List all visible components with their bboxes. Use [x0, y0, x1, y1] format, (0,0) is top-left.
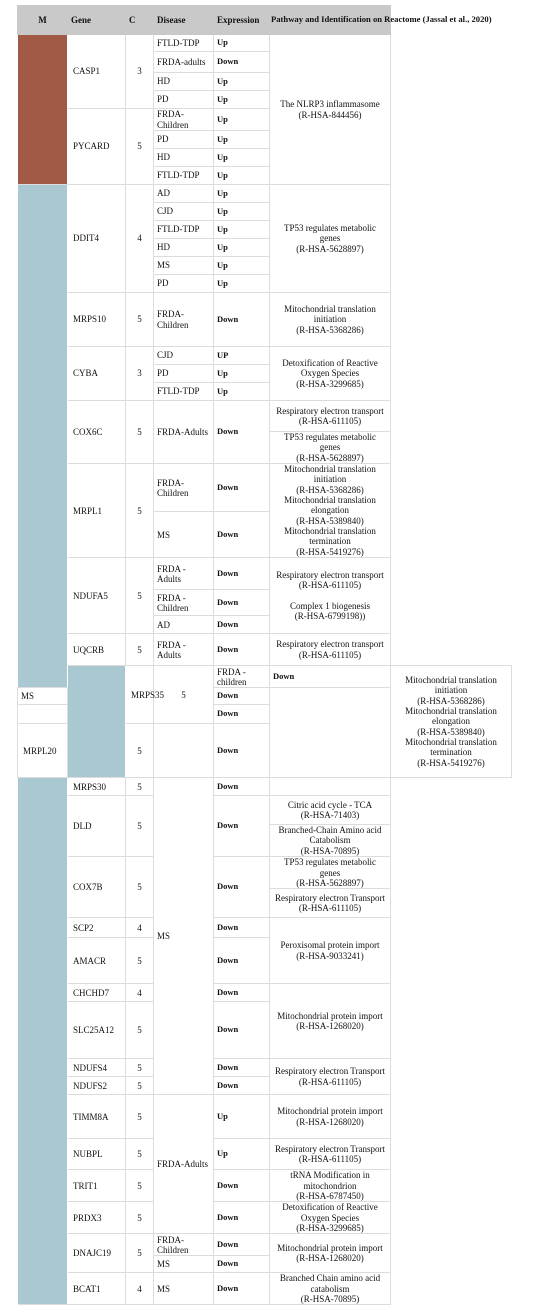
table-row: [18, 1095, 512, 1139]
gene-cell: MRPL20: [18, 724, 68, 778]
pathway-id: (R-HSA-611105): [298, 1076, 362, 1087]
disease-cell: MS: [154, 512, 214, 558]
table-row: [18, 634, 512, 666]
disease-cell: CJD: [154, 203, 214, 221]
gene-cell: NUBPL: [68, 1139, 126, 1170]
c-cell: 5: [126, 558, 154, 634]
pathway-cell: [270, 634, 391, 666]
pathway-id: (R-HSA-70895): [300, 1293, 360, 1304]
c-cell: 5: [126, 938, 154, 984]
pathway-name: Detoxification of Reactive Oxygen Species: [282, 357, 378, 379]
pathway-name: Mitochondrial translation elongation: [405, 706, 497, 727]
gene-cell: MRPS35: [126, 666, 154, 724]
disease-cell: FTLD-TDP: [154, 383, 214, 401]
c-cell: 5: [126, 1095, 154, 1139]
expression-cell: Down: [214, 52, 270, 73]
pathway-name: Respiratory electron Transport: [275, 892, 385, 903]
pathway-id: (R-HSA-3299685): [296, 378, 364, 389]
disease-cell: HD: [154, 149, 214, 167]
module-blue-band: [68, 666, 126, 778]
pathway-id: (R-HSA-611105): [298, 416, 362, 426]
expression-cell: Down: [214, 984, 270, 1002]
expression-cell: Up: [214, 131, 270, 149]
pathway-name: TP53 regulates metabolic genes: [284, 432, 376, 453]
gene-cell: DDIT4: [68, 185, 126, 293]
gene-cell: NDUFA5: [68, 558, 126, 634]
expression-cell: Down: [214, 724, 270, 778]
gene-cell: CYBA: [68, 347, 126, 401]
pathway-name: Respiratory electron transport: [276, 405, 384, 416]
expression-cell: Down: [214, 688, 270, 705]
gene-cell: UQCRB: [68, 634, 126, 666]
gene-cell: DNAJC19: [68, 1234, 126, 1273]
pathway-cell: [270, 432, 391, 464]
gene-cell: CASP1: [68, 35, 126, 109]
expression-cell: Down: [214, 857, 270, 918]
pathway-cell: [270, 558, 391, 634]
pathway-cell: [391, 666, 512, 778]
pathway-id: (R-HSA-611105): [298, 649, 362, 660]
header-pathway: Pathway and Identification on Reactome (Jassal et al., 2020): [270, 6, 391, 35]
pathway-id: (R-HSA-611105): [298, 903, 362, 914]
expression-cell: Up: [214, 365, 270, 383]
header-m: M: [18, 6, 68, 35]
gene-cell: SCP2: [68, 918, 126, 938]
pathway-id: (R-HSA-9033241): [296, 950, 364, 961]
disease-cell: PD: [154, 91, 214, 109]
expression-cell: Down: [214, 778, 270, 796]
expression-cell: Up: [214, 221, 270, 239]
disease-cell: PD: [154, 131, 214, 149]
c-cell: 5: [126, 1139, 154, 1170]
disease-cell: FRDA-Children: [154, 293, 214, 347]
pathway-id: (R-HSA-5419276): [417, 757, 485, 768]
pathway-cell: [270, 1139, 391, 1170]
expression-cell: UP: [214, 347, 270, 365]
pathway-name: Respiratory electron transport: [276, 569, 384, 580]
gene-cell: COX6C: [68, 401, 126, 464]
pathway-id: (R-HSA-5368286): [296, 484, 364, 495]
pathway-name: Mitochondrial translation initiation: [284, 464, 376, 485]
table-row: [18, 1202, 512, 1234]
disease-cell: MS: [154, 778, 214, 1095]
pathway-name: Citric acid cycle - TCA: [287, 799, 373, 810]
c-cell: 5: [126, 1059, 154, 1077]
table-row: [18, 293, 512, 347]
c-cell: 4: [126, 984, 154, 1002]
disease-cell: FRDA - Adults: [154, 634, 214, 666]
c-cell: 3: [126, 35, 154, 109]
gene-cell: AMACR: [68, 938, 126, 984]
table-row: [18, 918, 512, 938]
disease-cell: FRDA-Children: [154, 1234, 214, 1256]
expression-cell: Up: [214, 167, 270, 185]
table-row: [18, 1273, 512, 1305]
gene-cell: COX7B: [68, 857, 126, 918]
pathway-id: (R-HSA-611105): [298, 1154, 362, 1165]
pathway-cell: [270, 1234, 391, 1273]
c-cell: 5: [126, 1077, 154, 1095]
pathway-id: (R-HSA-6799198)): [294, 611, 366, 622]
c-cell: 5: [126, 778, 154, 796]
expression-cell: Down: [214, 918, 270, 938]
c-cell: 5: [126, 1234, 154, 1273]
disease-cell: PD: [154, 275, 214, 293]
pathway-cell: [270, 796, 391, 825]
expression-cell: Up: [214, 1139, 270, 1170]
pathway-id: (R-HSA-71403): [300, 810, 360, 821]
pathway-name: tRNA Modification in mitochondrion: [290, 1170, 370, 1191]
c-cell: 5: [126, 1002, 154, 1059]
pathway-name: Mitochondrial translation initiation: [284, 303, 376, 325]
pathway-id: (R-HSA-1268020): [296, 1021, 364, 1032]
pathway-cell: [270, 857, 391, 889]
expression-cell: Down: [214, 796, 270, 857]
c-cell: 5: [126, 796, 154, 857]
pathway-name: Respiratory electron Transport: [275, 1143, 385, 1154]
expression-cell: Down: [214, 1202, 270, 1234]
gene-cell: TRIT1: [68, 1170, 126, 1202]
pathway-cell: [270, 918, 391, 984]
disease-cell: FRDA-Children: [154, 109, 214, 131]
c-cell: 3: [126, 347, 154, 401]
table-row: [18, 1002, 512, 1059]
pathway-cell: [270, 1202, 391, 1234]
pathway-name: Detoxification of Reactive Oxygen Species: [282, 1202, 378, 1223]
expression-cell: Down: [214, 705, 270, 724]
table-row: [18, 938, 512, 984]
pathway-cell: [270, 401, 391, 432]
table-row: [18, 984, 512, 1002]
expression-cell: Up: [214, 109, 270, 131]
expression-cell: Down: [214, 1234, 270, 1256]
pathway-id: (R-HSA-1268020): [296, 1116, 364, 1127]
pathway-name: Mitochondrial translation initiation: [405, 675, 497, 696]
disease-cell: FRDA - Children: [154, 590, 214, 616]
table-wrapper: [17, 5, 512, 1304]
gene-cell: MRPS30: [68, 778, 126, 796]
header-gene: Gene: [68, 6, 126, 35]
gene-cell: PYCARD: [68, 109, 126, 185]
pathway-name: Respiratory electron transport: [276, 639, 384, 650]
expression-cell: Up: [214, 203, 270, 221]
table-row: [18, 185, 512, 203]
pathway-cell: [270, 1095, 391, 1139]
pathway-id: (R-HSA-5419276): [296, 546, 364, 557]
disease-cell: FTLD-TDP: [154, 35, 214, 52]
pathway-cell: [270, 185, 391, 293]
pathway-name: Branched-Chain Amino acid Catabolism: [278, 825, 382, 846]
table-row: [18, 109, 512, 131]
disease-cell: AD: [154, 185, 214, 203]
pathway-name: Mitochondrial translation elongation: [284, 495, 376, 516]
disease-cell: FTLD-TDP: [154, 221, 214, 239]
expression-cell: Down: [214, 1002, 270, 1059]
gene-cell: TIMM8A: [68, 1095, 126, 1139]
module-blue-band: [18, 185, 68, 688]
c-cell: 5: [126, 634, 154, 666]
table-row: [18, 796, 512, 825]
pathway-id: (R-HSA-611105): [298, 580, 362, 591]
c-cell: 4: [126, 185, 154, 293]
disease-cell: [18, 705, 68, 724]
expression-cell: Up: [214, 149, 270, 167]
header-row: [18, 6, 512, 35]
header-c: C: [126, 6, 154, 35]
expression-cell: Down: [214, 1256, 270, 1273]
header-disease: Disease: [154, 6, 214, 35]
expression-cell: Up: [214, 185, 270, 203]
c-cell: 5: [154, 666, 214, 724]
c-cell: 5: [126, 724, 154, 778]
expression-cell: Down: [214, 590, 270, 616]
gene-cell: CHCHD7: [68, 984, 126, 1002]
expression-cell: Up: [214, 275, 270, 293]
pathway-id: (R-HSA-5368286): [417, 695, 485, 706]
gene-pathway-table: [17, 5, 512, 1305]
table-row: [18, 778, 512, 796]
table-row: [18, 464, 512, 512]
pathway-name: Peroxisomal protein import: [280, 940, 380, 951]
pathway-name: Mitochondrial protein import: [277, 1106, 383, 1117]
expression-cell: Down: [270, 666, 391, 688]
expression-cell: Down: [214, 634, 270, 666]
pathway-id: (R-HSA-6787450): [296, 1190, 364, 1201]
c-cell: 5: [126, 109, 154, 185]
pathway-cell: [270, 778, 391, 796]
gene-cell: MRPS10: [68, 293, 126, 347]
disease-cell: MS: [154, 1273, 214, 1305]
pathway-name: TP53 regulates metabolic genes: [284, 857, 376, 878]
pathway-name: Complex 1 biogenesis: [290, 600, 370, 611]
pathway-id: (R-HSA-5628897): [296, 877, 364, 888]
table-row: [18, 35, 512, 52]
expression-cell: Down: [214, 1273, 270, 1305]
disease-cell: HD: [154, 73, 214, 91]
pathway-name: Mitochondrial protein import: [277, 1010, 383, 1021]
c-cell: 5: [126, 464, 154, 558]
pathway-id: (R-HSA-844456): [298, 109, 362, 120]
disease-cell: MS: [154, 1256, 214, 1273]
pathway-id: (R-HSA-5628897): [296, 243, 364, 254]
table-row: [18, 1170, 512, 1202]
disease-cell: FRDA - children: [214, 666, 270, 688]
c-cell: 5: [126, 293, 154, 347]
expression-cell: Up: [214, 35, 270, 52]
expression-cell: Down: [214, 401, 270, 464]
gene-cell: BCAT1: [68, 1273, 126, 1305]
expression-cell: Down: [214, 616, 270, 634]
pathway-id: (R-HSA-5628897): [296, 452, 364, 463]
disease-cell: FRDA-Adults: [154, 1095, 214, 1234]
c-cell: 4: [126, 918, 154, 938]
table-row: [18, 1059, 512, 1077]
disease-cell: FTLD-TDP: [154, 167, 214, 185]
pathway-cell: [270, 347, 391, 401]
pathway-cell: [270, 984, 391, 1059]
gene-cell: NDUFS4: [68, 1059, 126, 1077]
pathway-id: (R-HSA-3299685): [296, 1222, 364, 1233]
table-row: [18, 666, 512, 688]
pathway-cell: [270, 293, 391, 347]
expression-cell: Down: [214, 938, 270, 984]
table-row: [18, 857, 512, 889]
expression-cell: Down: [214, 1059, 270, 1077]
expression-cell: Down: [214, 512, 270, 558]
pathway-name: Mitochondrial translation termination: [284, 526, 376, 547]
expression-cell: Up: [214, 239, 270, 257]
disease-cell: MS: [154, 257, 214, 275]
gene-cell: PRDX3: [68, 1202, 126, 1234]
gene-cell: SLC25A12: [68, 1002, 126, 1059]
expression-cell: Up: [214, 383, 270, 401]
pathway-cell: [270, 1059, 391, 1095]
expression-cell: Down: [214, 293, 270, 347]
disease-cell: FRDA-Children: [154, 464, 214, 512]
table-row: [18, 347, 512, 365]
pathway-cell: [270, 1273, 391, 1305]
c-cell: 5: [126, 857, 154, 918]
disease-cell: AD: [154, 616, 214, 634]
pathway-cell: [270, 35, 391, 185]
disease-cell: CJD: [154, 347, 214, 365]
disease-cell: MS: [18, 688, 68, 705]
pathway-name: Respiratory electron Transport: [275, 1066, 385, 1077]
expression-cell: Up: [214, 73, 270, 91]
header-expression: Expression: [214, 6, 270, 35]
gene-cell: MRPL1: [68, 464, 126, 558]
disease-cell: FRDA-adults: [154, 52, 214, 73]
gene-cell: NDUFS2: [68, 1077, 126, 1095]
c-cell: 5: [126, 401, 154, 464]
table-row: [18, 401, 512, 432]
pathway-name: TP53 regulates metabolic genes: [284, 222, 376, 244]
pathway-name: Mitochondrial protein import: [277, 1242, 383, 1253]
disease-cell: FRDA-Adults: [154, 401, 214, 464]
disease-cell: PD: [154, 365, 214, 383]
pathway-id: (R-HSA-1268020): [296, 1253, 364, 1264]
expression-cell: Down: [214, 1077, 270, 1095]
table-row: [18, 1139, 512, 1170]
expression-cell: Down: [214, 464, 270, 512]
pathway-name: The NLRP3 inflammasome: [280, 99, 380, 110]
pathway-cell: [270, 464, 391, 558]
expression-cell: Down: [214, 558, 270, 590]
c-cell: 5: [126, 1202, 154, 1234]
gene-cell: DLD: [68, 796, 126, 857]
pathway-id: (R-HSA-5368286): [296, 324, 364, 335]
disease-cell: [154, 724, 214, 778]
c-cell: 5: [126, 1170, 154, 1202]
expression-cell: Down: [214, 1170, 270, 1202]
expression-cell: Up: [214, 257, 270, 275]
table-row: [18, 1077, 512, 1095]
table-row: [18, 1234, 512, 1256]
pathway-id: (R-HSA-5389840): [296, 515, 364, 526]
expression-cell: Up: [214, 91, 270, 109]
table-row: [18, 558, 512, 590]
pathway-cell: [270, 889, 391, 918]
pathway-name: Mitochondrial translation termination: [405, 737, 497, 758]
expression-cell: Up: [214, 1095, 270, 1139]
pathway-cell: [270, 1170, 391, 1202]
pathway-id: (R-HSA-5389840): [417, 726, 485, 737]
pathway-cell: [270, 825, 391, 857]
module-brown-band: [18, 35, 68, 185]
module-blue-band: [18, 778, 68, 1305]
disease-cell: FRDA - Adults: [154, 558, 214, 590]
pathway-name: Branched Chain amino acid catabolism: [279, 1273, 381, 1294]
pathway-id: (R-HSA-70895): [300, 845, 360, 856]
c-cell: 4: [126, 1273, 154, 1305]
disease-cell: HD: [154, 239, 214, 257]
